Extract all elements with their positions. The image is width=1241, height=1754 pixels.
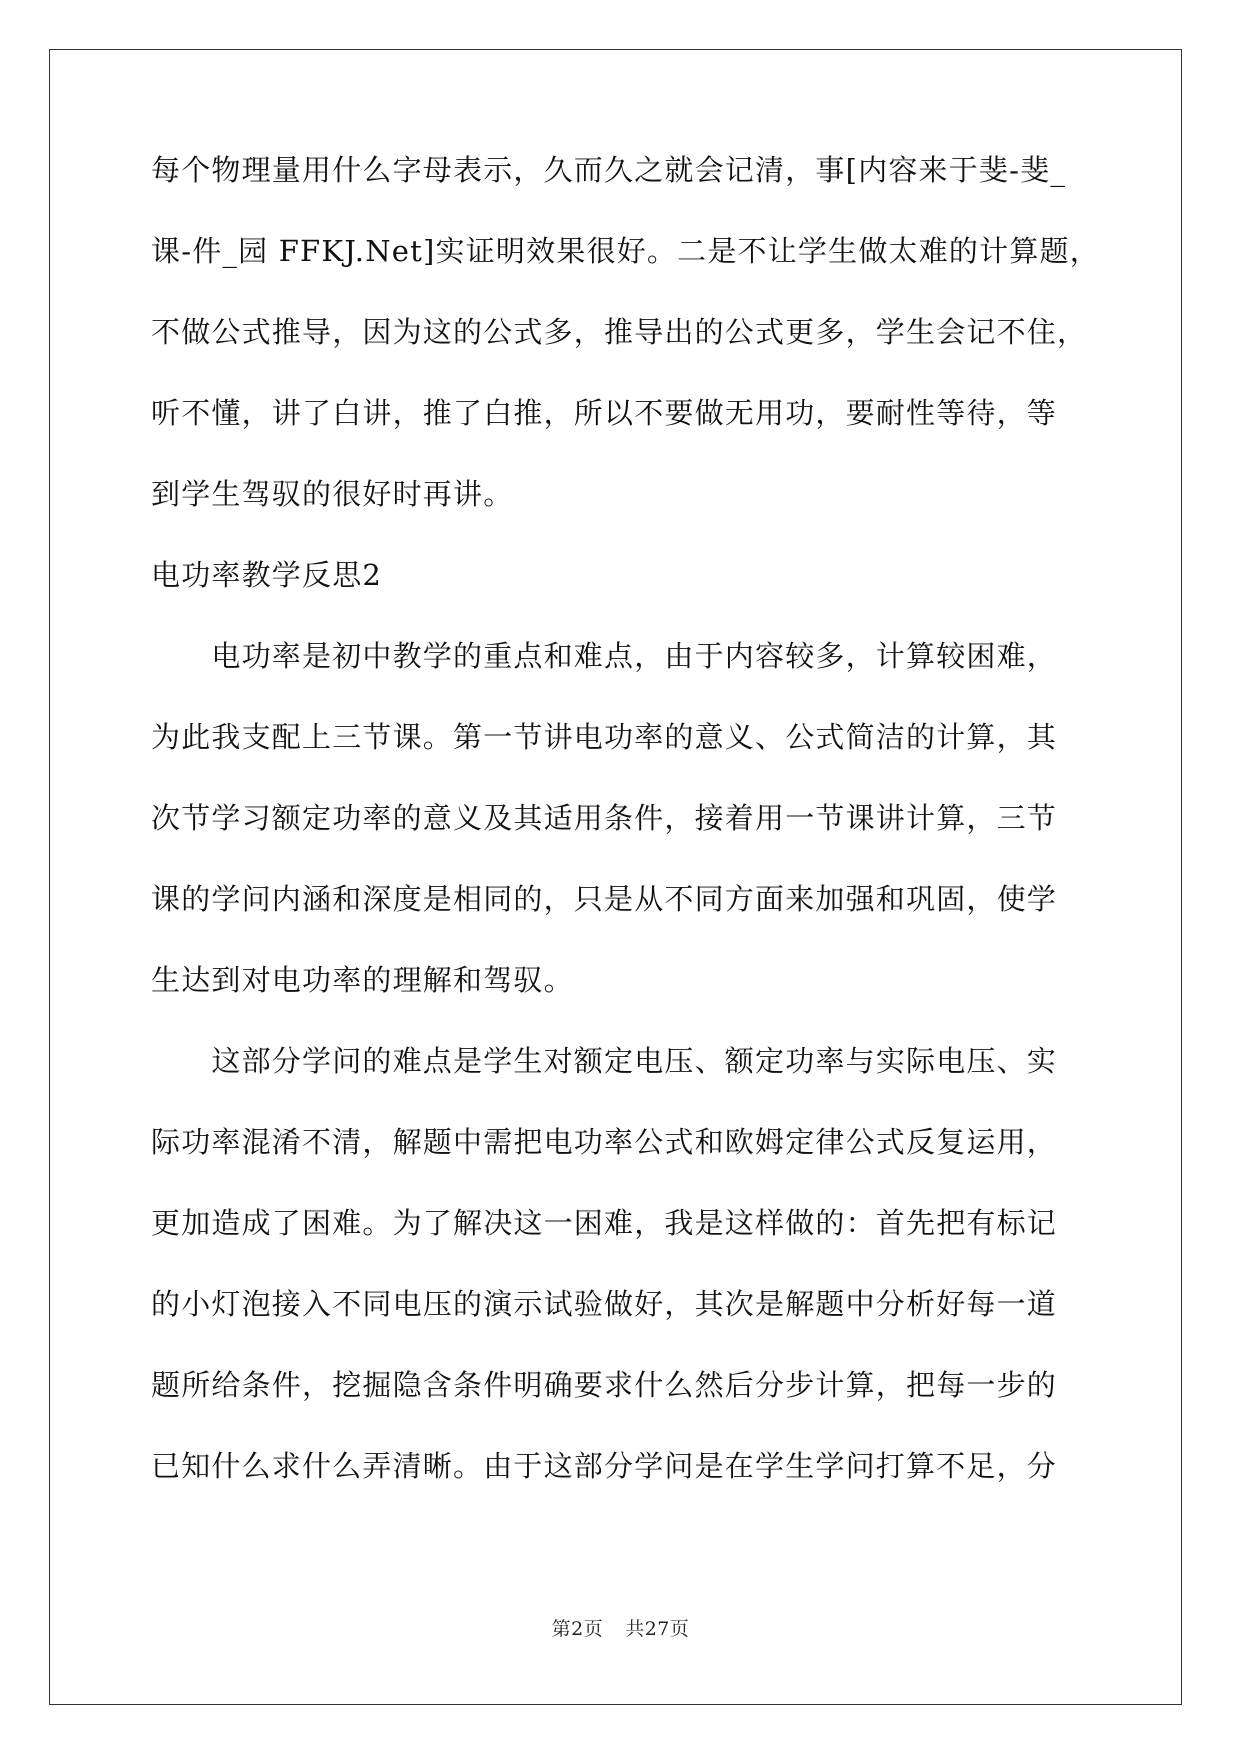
- text-line: 的小灯泡接入不同电压的演示试验做好，其次是解题中分析好每一道: [151, 1287, 1058, 1321]
- section-heading: 电功率教学反思2: [151, 558, 383, 592]
- text-line: 次节学习额定功率的意义及其适用条件，接着用一节课讲计算，三节: [151, 801, 1058, 835]
- text-line: 听不懂，讲了白讲，推了白推，所以不要做无用功，要耐性等待，等: [151, 396, 1058, 430]
- text-line: 已知什么求什么弄清晰。由于这部分学问是在学生学问打算不足，分: [151, 1449, 1058, 1483]
- page-footer: [0, 1614, 1241, 1641]
- text-line: 为此我支配上三节课。第一节讲电功率的意义、公式简洁的计算，其: [151, 720, 1058, 754]
- text-line: 题所给条件，挖掘隐含条件明确要求什么然后分步计算，把每一步的: [151, 1368, 1058, 1402]
- text-line: 生达到对电功率的理解和驾驭。: [151, 963, 574, 997]
- text-line: 到学生驾驭的很好时再讲。: [151, 477, 514, 511]
- text-line: 这部分学问的难点是学生对额定电压、额定功率与实际电压、实: [151, 1044, 1058, 1078]
- text-line: 每个物理量用什么字母表示，久而久之就会记清，事[内容来于斐-斐_: [151, 153, 1067, 187]
- text-line: 电功率是初中教学的重点和难点，由于内容较多，计算较困难，: [151, 639, 1058, 673]
- text-line: 课-件_园 FFKJ.Net]实证明效果很好。二是不让学生做太难的计算题，: [151, 234, 1100, 268]
- text-line: 更加造成了困难。为了解决这一困难，我是这样做的：首先把有标记: [151, 1206, 1058, 1240]
- page-number: 第2页: [551, 1618, 604, 1640]
- text-line: 不做公式推导，因为这的公式多，推导出的公式更多，学生会记不住，: [151, 315, 1088, 349]
- page-total: 共27页: [625, 1618, 690, 1640]
- text-line: 课的学问内涵和深度是相同的，只是从不同方面来加强和巩固，使学: [151, 882, 1058, 916]
- text-line: 际功率混淆不清，解题中需把电功率公式和欧姆定律公式反复运用，: [151, 1125, 1058, 1159]
